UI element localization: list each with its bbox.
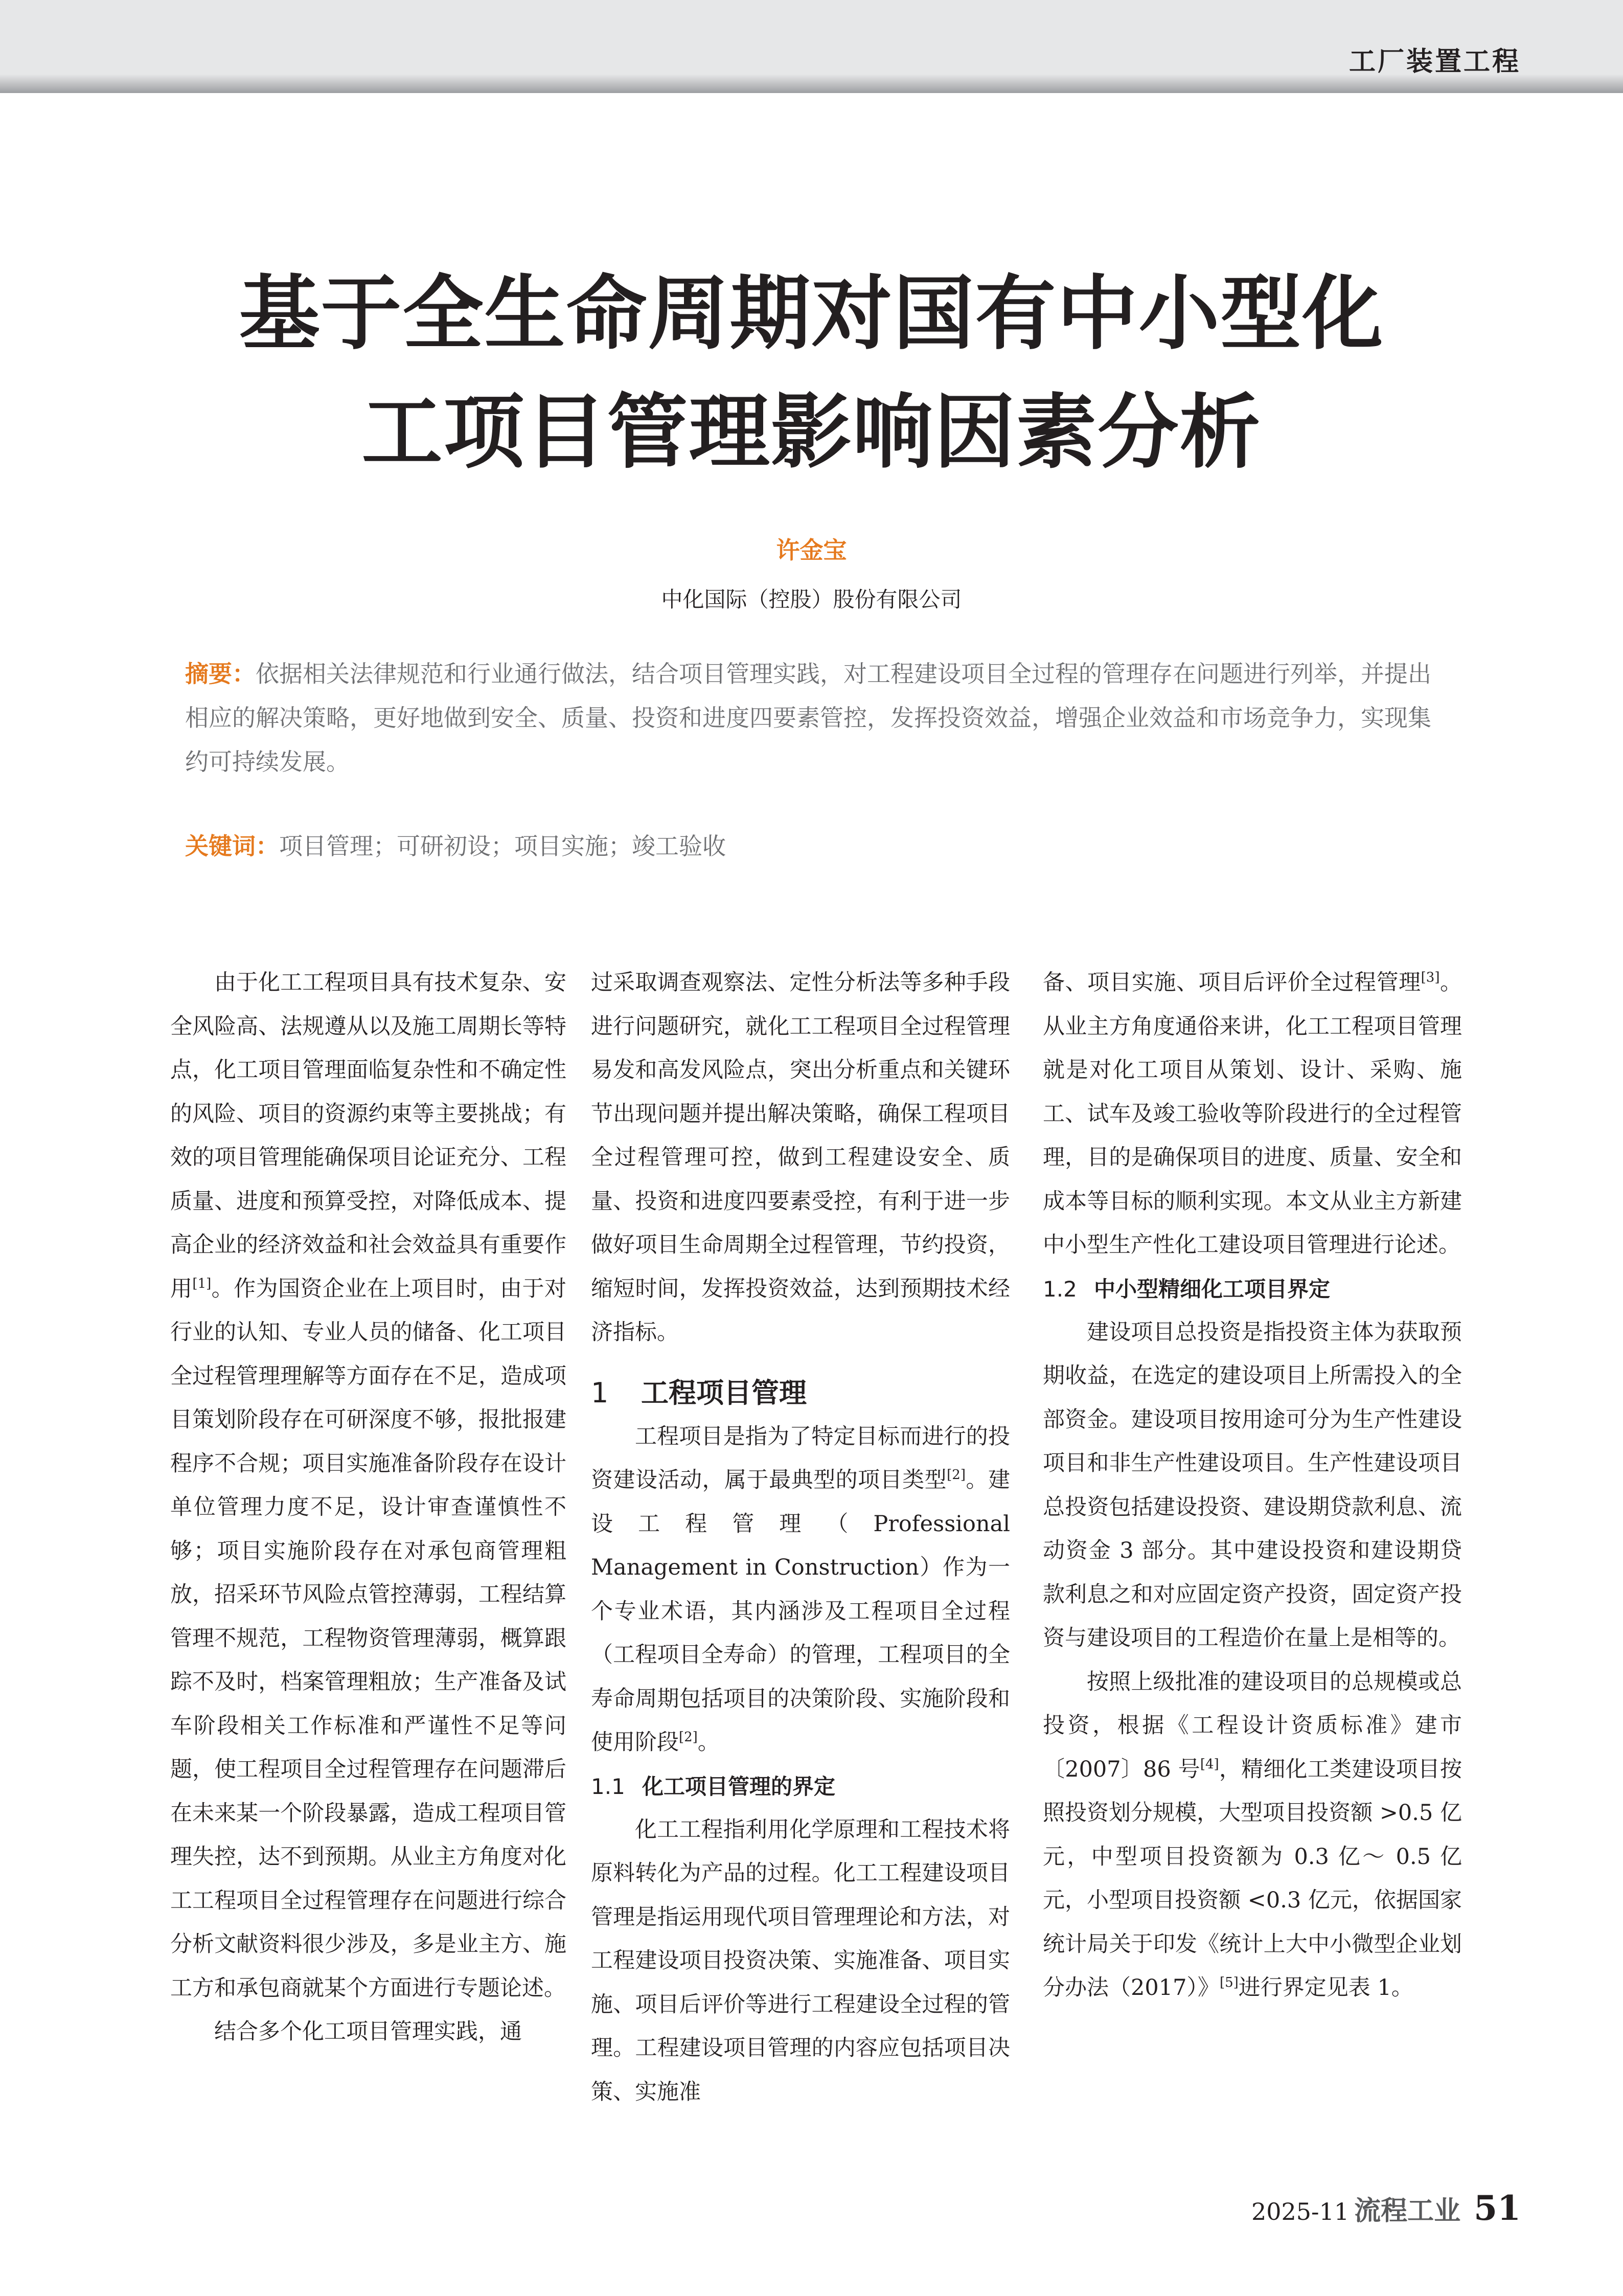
body-paragraph: [591, 1415, 1010, 1765]
article-title-line-1: 基于全生命周期对国有中小型化: [239, 267, 1384, 361]
citation-ref: [1]: [192, 1276, 212, 1291]
article-title-line-2: 工项目管理影响因素分析: [361, 385, 1262, 480]
abstract-label: 摘要：: [185, 660, 256, 688]
paragraph-text: 工程项目是指为了特定目标而进行的投资建设活动，属于最典型的项目类型: [591, 1423, 1010, 1493]
paragraph-text: 备、项目实施、项目后评价全过程管理: [1043, 970, 1421, 995]
paragraph-text: 按照上级批准的建设项目的总规模或总投资，根据《工程设计资质标准》建市〔2007〕86 号: [1043, 1669, 1462, 1782]
section-title: 工程项目管理: [641, 1376, 807, 1409]
abstract-text: 依据相关法律规范和行业通行做法，结合项目管理实践，对工程建设项目全过程的管理存在问题进行列举，并提出相应的解决策略，更好地做到安全、质量、投资和进度四要素管控，发挥投资效益，增强企业效益和市场竞争力，实现集约可持续发展。: [185, 660, 1431, 776]
paragraph-text: ，精细化工类建设项目按照投资划分规模，大型项目投资额 >0.5 亿元，中型项目投资额为 0.3 亿～ 0.5 亿元，小型项目投资额 <0.3 亿元，依据国家统计局关于印发《统计上大中小微型企业划分办法（2017）》: [1043, 1756, 1462, 2001]
body-paragraph: [1043, 961, 1462, 1267]
paragraph-text: 建设项目总投资是指投资主体为获取预期收益，在选定的建设项目上所需投入的全部资金。建设项目按用途可分为生产性建设项目和非生产性建设项目。生产性建设项目总投资包括建设投资、建设期贷款利息、流动资金 3 部分。其中建设投资和建设期贷款利息之和对应固定资产投资，固定资产投资与建设项目的工程造价在量上是相等的。: [1043, 1319, 1462, 1651]
body-paragraph: [591, 961, 1010, 1355]
section-heading-1: [591, 1371, 1010, 1415]
section-number: 1: [591, 1376, 609, 1409]
paragraph-text: 结合多个化工项目管理实践，通: [214, 2019, 522, 2044]
paragraph-text: 由于化工工程项目具有技术复杂、安全风险高、法规遵从以及施工周期长等特点，化工项目管理面临复杂性和不确定性的风险、项目的资源约束等主要挑战；有效的项目管理能确保项目论证充分、工程质量、进度和预算受控，对降低成本、提高企业的经济效益和社会效益具有重要作用: [170, 970, 566, 1302]
paragraph-text: 。建设工程管理（Professional Management in Construction）作为一个专业术语，其内涵涉及工程项目全过程（工程项目全寿命）的管理，工程项目的全寿命周期包括项目的决策阶段、实施阶段和使用阶段: [591, 1467, 1011, 1755]
body-column-1: [170, 961, 566, 2054]
section-label: 工厂装置工程: [1348, 47, 1521, 77]
citation-ref: [5]: [1219, 1975, 1239, 1990]
paragraph-text: 。: [697, 1730, 720, 1755]
citation-ref: [4]: [1200, 1756, 1219, 1772]
body-paragraph: [170, 2010, 566, 2054]
keywords-text: 项目管理；可研初设；项目实施；竣工验收: [279, 832, 726, 860]
journal-name: 流程工业: [1354, 2195, 1461, 2226]
paragraph-text: 化工工程指利用化学原理和工程技术将原料转化为产品的过程。化工工程建设项目管理是指运用现代项目管理理论和方法，对工程建设项目投资决策、实施准备、项目实施、项目后评价等进行工程建设全过程的管理。工程建设项目管理的内容应包括项目决策、实施准: [591, 1816, 1010, 2105]
page-footer: [1251, 2188, 1521, 2228]
paragraph-text: 过采取调查观察法、定性分析法等多种手段进行问题研究，就化工工程项目全过程管理易发和高发风险点，突出分析重点和关键环节出现问题并提出解决策略，确保工程项目全过程管理可控，做到工程建设安全、质量、投资和进度四要素受控，有利于进一步做好项目生命周期全过程管理，节约投资，缩短时间，发挥投资效益，达到预期技术经济指标。: [591, 970, 1010, 1345]
section-heading-1-2: [1043, 1267, 1462, 1311]
abstract: [185, 652, 1432, 784]
keywords: [185, 824, 1432, 868]
paragraph-text: 。作为国资企业在上项目时，由于对行业的认知、专业人员的储备、化工项目全过程管理理解等方面存在不足，造成项目策划阶段存在可研深度不够，报批报建程序不合规；项目实施准备阶段存在设计单位管理力度不足，设计审查谨慎性不够；项目实施阶段存在对承包商管理粗放，招采环节风险点管控薄弱，工程结算管理不规范，工程物资管理薄弱，概算跟踪不及时，档案管理粗放；生产准备及试车阶段相关工作标准和严谨性不足等问题，使工程项目全过程管理存在问题滞后在未来某一个阶段暴露，造成工程项目管理失控，达不到预期。从业主方角度对化工工程项目全过程管理存在问题进行综合分析文献资料很少涉及，多是业主方、施工方和承包商就某个方面进行专题论述。: [170, 1276, 567, 2001]
body-paragraph: [170, 961, 566, 2010]
paragraph-text: 。从业主方角度通俗来讲，化工工程项目管理就是对化工项目从策划、设计、采购、施工、试车及竣工验收等阶段进行的全过程管理，目的是确保项目的进度、质量、安全和成本等目标的顺利实现。本文从业主方新建中小型生产性化工建设项目管理进行论述。: [1043, 970, 1462, 1258]
body-column-3: [1043, 961, 1462, 2010]
body-column-2: [591, 961, 1010, 2114]
page-number: 51: [1474, 2188, 1521, 2228]
paragraph-text: 进行界定见表 1。: [1238, 1975, 1413, 2001]
section-title: 化工项目管理的界定: [642, 1774, 836, 1799]
citation-ref: [2]: [679, 1730, 698, 1745]
section-title: 中小型精细化工项目界定: [1094, 1276, 1331, 1302]
citation-ref: [2]: [947, 1467, 966, 1483]
section-number: 1.1: [591, 1774, 625, 1799]
issue-date: 2025-11: [1251, 2198, 1350, 2225]
body-paragraph: [1043, 1661, 1462, 2010]
section-number: 1.2: [1043, 1276, 1077, 1302]
body-paragraph: [1043, 1311, 1462, 1661]
running-header-band: [0, 0, 1623, 93]
article-title: [0, 255, 1623, 492]
keywords-label: 关键词：: [185, 832, 279, 860]
author-affiliation: 中化国际（控股）股份有限公司: [661, 587, 962, 612]
citation-ref: [3]: [1421, 970, 1440, 985]
section-heading-1-1: [591, 1765, 1010, 1808]
author-name: 许金宝: [776, 536, 847, 564]
body-paragraph: [591, 1808, 1010, 2115]
